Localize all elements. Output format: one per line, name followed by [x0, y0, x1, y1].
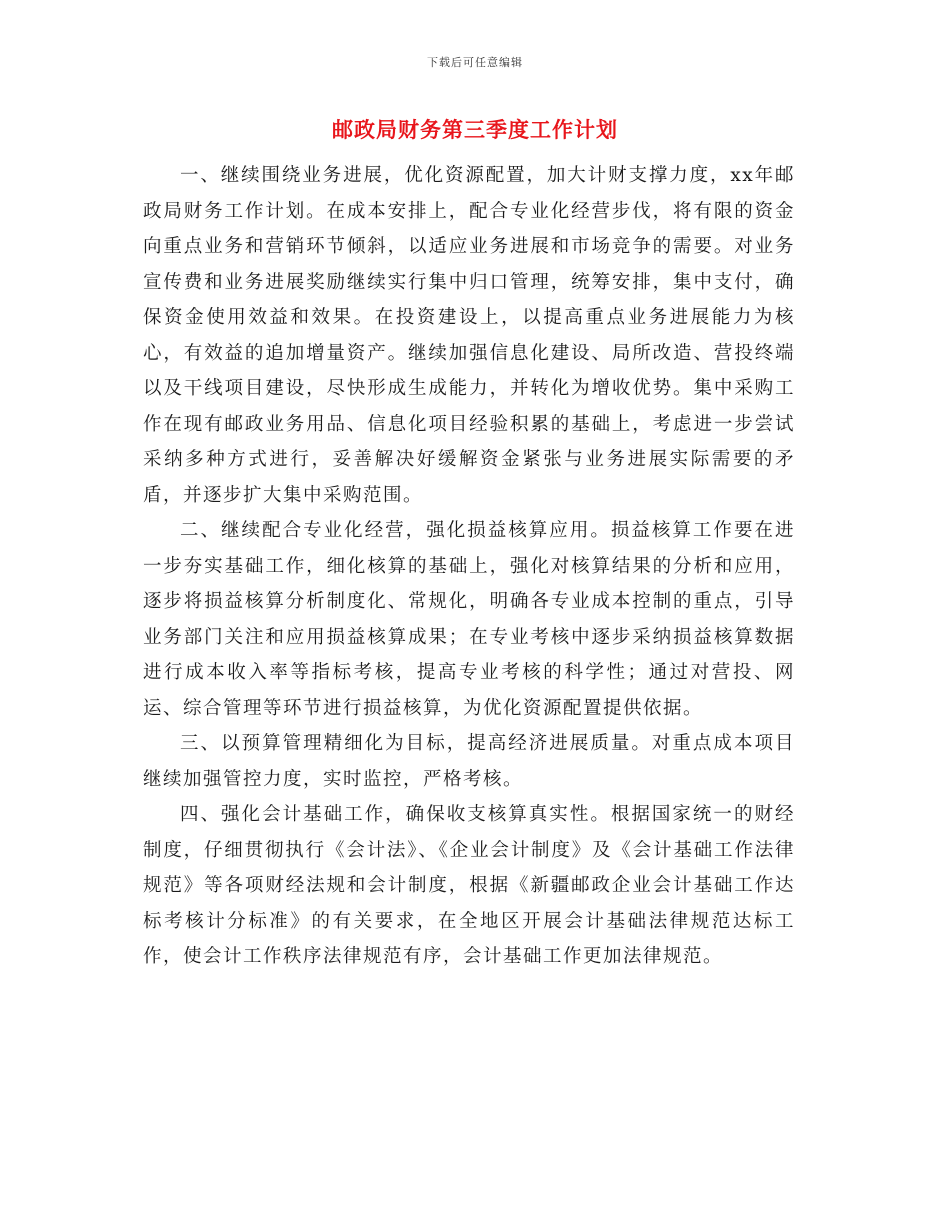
document-title: 邮政局财务第三季度工作计划: [332, 117, 618, 142]
paragraph-4: 四、强化会计基础工作，确保收支核算真实性。根据国家统一的财经制度，仔细贯彻执行《会计法》、《企业会计制度》及《会计基础工作法律规范》等各项财经法规和会计制度，根据《新疆邮政企业会计基础工作达标考核计分标准》的有关要求，在全地区开展会计基础法律规范达标工作，使会计工作秩序法律规范有序，会计基础工作更加法律规范。: [143, 804, 795, 967]
header-note: 下载后可任意编辑: [427, 56, 523, 69]
paragraph-1: 一、继续围绕业务进展，优化资源配置，加大计财支撑力度，xx年邮政局财务工作计划。在成本安排上，配合专业化经营步伐，将有限的资金向重点业务和营销环节倾斜，以适应业务进展和市场竞争的需要。对业务宣传费和业务进展奖励继续实行集中归口管理，统筹安排，集中支付，确保资金使用效益和效果。在投资建设上，以提高重点业务进展能力为核心，有效益的追加增量资产。继续加强信息化建设、局所改造、营投终端以及干线项目建设，尽快形成生成能力，并转化为增收优势。集中采购工作在现有邮政业务用品、信息化项目经验积累的基础上，考虑进一步尝试采纳多种方式进行，妥善解决好缓解资金紧张与业务进展实际需要的矛盾，并逐步扩大集中采购范围。: [143, 165, 795, 506]
document-body: [143, 158, 795, 975]
paragraph-3: 三、以预算管理精细化为目标，提高经济进展质量。对重点成本项目继续加强管控力度，实时监控，严格考核。: [143, 733, 795, 790]
paragraph-2: 二、继续配合专业化经营，强化损益核算应用。损益核算工作要在进一步夯实基础工作，细化核算的基础上，强化对核算结果的分析和应用，逐步将损益核算分析制度化、常规化，明确各专业成本控制的重点，引导业务部门关注和应用损益核算成果；在专业考核中逐步采纳损益核算数据进行成本收入率等指标考核，提高专业考核的科学性；通过对营投、网运、综合管理等环节进行损益核算，为优化资源配置提供依据。: [143, 520, 795, 719]
